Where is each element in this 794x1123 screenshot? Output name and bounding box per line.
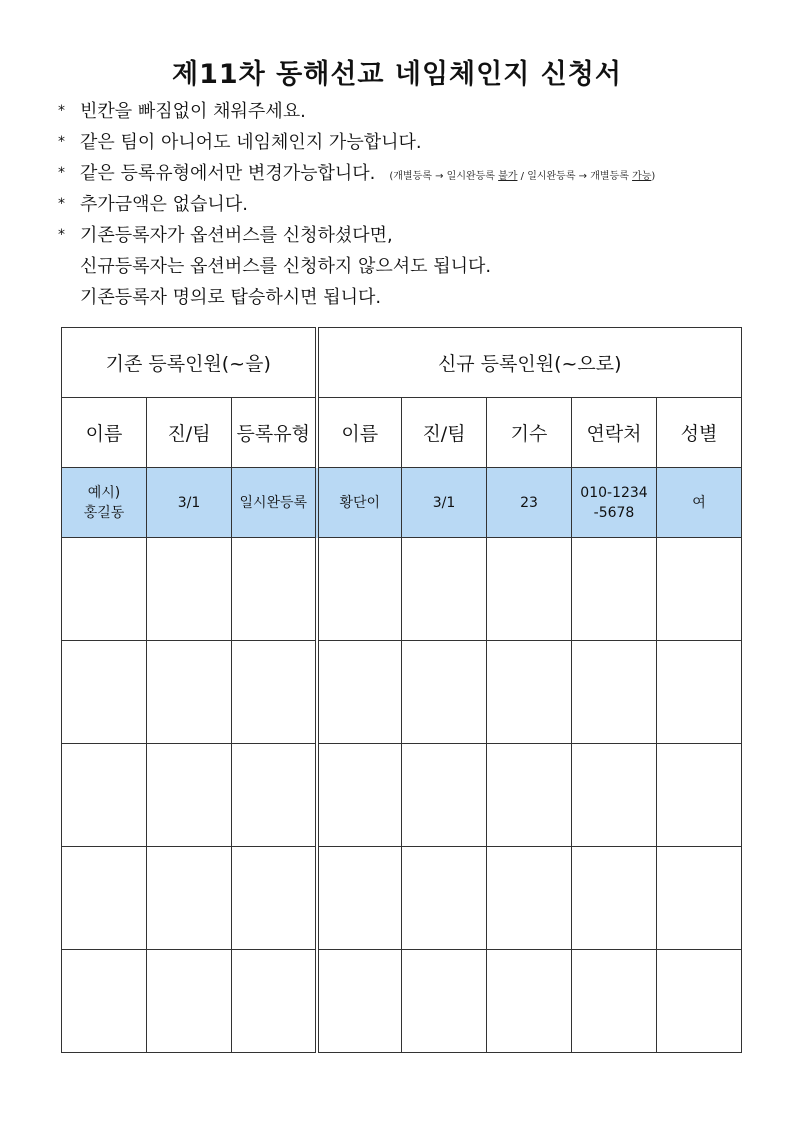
input-cell[interactable] [487, 538, 572, 641]
input-cell[interactable] [402, 538, 487, 641]
note-5: * 기존등록자가 옵션버스를 신청하셨다면, [58, 220, 655, 251]
input-cell[interactable] [147, 847, 232, 950]
input-cell[interactable] [62, 538, 147, 641]
example-generation: 23 [487, 468, 572, 538]
input-cell[interactable] [62, 950, 147, 1053]
input-cell[interactable] [232, 538, 317, 641]
bullet: * [58, 227, 65, 243]
table-row [62, 950, 742, 1053]
input-cell[interactable] [317, 538, 402, 641]
page-title: 제11차 동해선교 네임체인지 신청서 [172, 59, 622, 90]
col-existing-name: 이름 [62, 398, 147, 468]
input-cell[interactable] [572, 641, 657, 744]
example-new-name: 황단이 [317, 468, 402, 538]
input-cell[interactable] [62, 641, 147, 744]
input-cell[interactable] [317, 641, 402, 744]
bullet: * [58, 165, 65, 181]
input-cell[interactable] [147, 641, 232, 744]
existing-group-header: 기존 등록인원(~을) [62, 328, 317, 398]
input-cell[interactable] [657, 847, 742, 950]
input-cell[interactable] [487, 744, 572, 847]
note-1: * 빈칸을 빠짐없이 채워주세요. [58, 96, 655, 127]
input-cell[interactable] [317, 744, 402, 847]
table-row [62, 641, 742, 744]
input-cell[interactable] [62, 847, 147, 950]
input-cell[interactable] [572, 744, 657, 847]
input-cell[interactable] [147, 950, 232, 1053]
instructions [58, 96, 655, 313]
input-cell[interactable] [402, 744, 487, 847]
input-cell[interactable] [402, 641, 487, 744]
example-row [62, 468, 742, 538]
example-new-team: 3/1 [402, 468, 487, 538]
bullet: * [58, 196, 65, 212]
input-cell[interactable] [147, 538, 232, 641]
col-existing-team: 진/팀 [147, 398, 232, 468]
input-cell[interactable] [232, 950, 317, 1053]
example-team: 3/1 [147, 468, 232, 538]
input-cell[interactable] [487, 641, 572, 744]
new-group-header: 신규 등록인원(~으로) [317, 328, 742, 398]
application-table [61, 327, 742, 1053]
col-existing-type: 등록유형 [232, 398, 317, 468]
input-cell[interactable] [657, 538, 742, 641]
col-new-team: 진/팀 [402, 398, 487, 468]
input-cell[interactable] [572, 538, 657, 641]
example-gender: 여 [657, 468, 742, 538]
bullet: * [58, 134, 65, 150]
note-2: * 같은 팀이 아니어도 네임체인지 가능합니다. [58, 127, 655, 158]
input-cell[interactable] [317, 950, 402, 1053]
note-4: * 추가금액은 없습니다. [58, 189, 655, 220]
note-6: 신규등록자는 옵션버스를 신청하지 않으셔도 됩니다. [80, 256, 492, 277]
input-cell[interactable] [317, 847, 402, 950]
input-cell[interactable] [62, 744, 147, 847]
input-cell[interactable] [487, 950, 572, 1053]
note-3: * 같은 등록유형에서만 변경가능합니다. (개별등록 → 일시완등록 불가 / 일시완등록 → 개별등록 가능) [58, 158, 655, 189]
example-type: 일시완등록 [232, 468, 317, 538]
col-gender: 성별 [657, 398, 742, 468]
table-row [62, 744, 742, 847]
input-cell[interactable] [232, 744, 317, 847]
input-cell[interactable] [572, 950, 657, 1053]
col-phone: 연락처 [572, 398, 657, 468]
note-3-detail: (개별등록 → 일시완등록 불가 / 일시완등록 → 개별등록 가능) [389, 171, 656, 182]
col-new-name: 이름 [317, 398, 402, 468]
bullet: * [58, 103, 65, 119]
input-cell[interactable] [232, 641, 317, 744]
input-cell[interactable] [402, 847, 487, 950]
input-cell[interactable] [402, 950, 487, 1053]
example-name: 예시) 홍길동 [62, 468, 147, 538]
input-cell[interactable] [657, 950, 742, 1053]
input-cell[interactable] [657, 641, 742, 744]
input-cell[interactable] [232, 847, 317, 950]
note-7: 기존등록자 명의로 탑승하시면 됩니다. [80, 287, 382, 308]
table-row [62, 538, 742, 641]
input-cell[interactable] [657, 744, 742, 847]
table-row [62, 847, 742, 950]
input-cell[interactable] [572, 847, 657, 950]
col-generation: 기수 [487, 398, 572, 468]
input-cell[interactable] [147, 744, 232, 847]
example-phone: 010-1234 -5678 [572, 468, 657, 538]
input-cell[interactable] [487, 847, 572, 950]
